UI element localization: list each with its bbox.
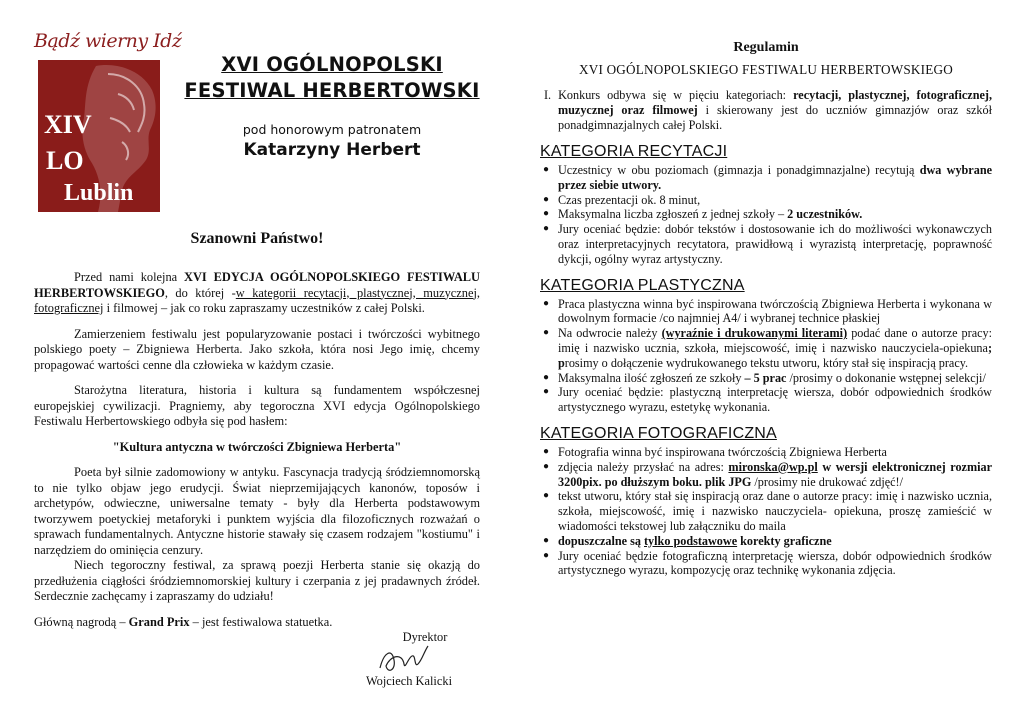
category-photo-list — [540, 445, 992, 578]
list-item: ● Maksymalna ilość zgłoszeń ze szkoły – 5 prac /prosimy o dokonanie wstępnej selekcji/ — [543, 370, 986, 385]
logo-lo: LO — [46, 146, 84, 175]
letter-paragraph: Niech tegoroczny festiwal, za sprawą poezji Herberta stanie się okazją do przedłużenia ciągłości śródziemnomorskiej kultury i czerpania z jej pradawnych źródeł. Serdecznie zachęcamy i zapraszamy do udziału! — [34, 558, 480, 603]
logo-motto: Bądź wierny Idź — [34, 30, 182, 52]
signature-icon — [374, 642, 434, 678]
festival-motto: "Kultura antyczna w twórczości Zbigniewa Herberta" — [112, 439, 402, 454]
list-item: ● Jury oceniać będzie: dobór tekstów i dostosowanie ich do możliwości wykonawczych oraz interpretacyjnych recytatora, prawidłową i wyrazistą interpretację, poprawność dykcji, ogólny wyraz artystyczny. — [543, 222, 992, 266]
list-item: ● Czas prezentacji ok. 8 minut, — [543, 192, 701, 207]
festival-title-line2: FESTIWAL HERBERTOWSKI — [184, 79, 480, 102]
festival-title — [174, 52, 490, 104]
list-item: ● dopuszczalne są tylko podstawowe korekty graficzne — [543, 533, 832, 548]
bullet-icon: ● — [543, 297, 550, 309]
bullet-icon: ● — [543, 208, 550, 220]
bullet-icon: ● — [543, 193, 550, 205]
bullet-icon: ● — [543, 386, 550, 398]
list-item: ● Na odwrocie należy (wyraźnie i drukowanymi literami) podać dane o autorze pracy: imię i nazwisko ucznia, szkoła, miejscowość, imię i nazwisko nauczyciela-opiekuna; prosimy o dołączenie wydrukowanego tekstu utworu, który stał się inspiracją pracy. — [543, 326, 993, 370]
festival-title-line1: XVI OGÓLNOPOLSKI — [221, 53, 443, 76]
category-photo-heading: KATEGORIA FOTOGRAFICZNA — [540, 424, 777, 442]
bullet-icon: ● — [543, 371, 550, 383]
letter-body — [34, 270, 480, 640]
bullet-icon: ● — [543, 223, 550, 235]
list-item: ● Fotografia winna być inspirowana twórczością Zbigniewa Herberta — [543, 444, 887, 459]
category-art-heading: KATEGORIA PLASTYCZNA — [540, 276, 745, 294]
letter-paragraph: Starożytna literatura, historia i kultura są fundamentem współczesnej europejskiej cywilizacji. Pragniemy, aby tegoroczna XVI edycja Ogólnopolskiego Festiwalu Herbertowskiego odbyła się pod hasłem: — [34, 383, 480, 428]
list-item: ● Maksymalna liczba zgłoszeń z jednej szkoły – 2 uczestników. — [543, 207, 863, 222]
letter-paragraph: Poeta był silnie zadomowiony w antyku. Fascynacja tradycją śródziemnomorską to nie tylko objaw jego erudycji. Świat nieprzemijających kanonów, toposów i archetypów, odwieczne, uniwersalne tematy - były dla Herberta podstawowym tworzywem poetyckiej metaforyki i punktem wyjścia dla filozoficznych rozważań o sprawach fundamentalnych. Antyczne historie stawały się czasem rodzajem "kostiumu" i narzędziem do ominięcia cenzury. — [34, 465, 480, 557]
director-name: Wojciech Kalicki — [365, 674, 453, 688]
list-item: ● Praca plastyczna winna być inspirowana twórczością Zbigniewa Herberta i wykonana w dowolnym formacie /co najmniej A4/ i wybranej technice płaskiej — [543, 296, 992, 326]
regulation-subtitle: XVI OGÓLNOPOLSKIEGO FESTIWALU HERBERTOWSKIEGO — [579, 62, 953, 77]
logo-xiv: XIV — [44, 110, 92, 139]
prize-line: Główną nagrodą – Grand Prix – jest festiwalowa statuetka. — [34, 614, 333, 629]
logo-city: Lublin — [64, 180, 134, 206]
regulation-intro: I. Konkurs odbywa się w pięciu kategoriach: recytacji, plastycznej, fotograficznej, muzycznej oraz filmowej i skierowany jest do uczniów gimnazjów oraz szkół ponadgimnazjalnych całej Polski. — [544, 88, 992, 132]
category-recitation-heading: KATEGORIA RECYTACJI — [540, 143, 728, 160]
category-recitation-list — [540, 163, 992, 267]
patron-label: pod honorowym patronatem — [242, 122, 422, 137]
bullet-icon: ● — [543, 549, 550, 561]
letter-paragraph: Przed nami kolejna XVI EDYCJA OGÓLNOPOLSKIEGO FESTIWALU HERBERTOWSKIEGO, do której -w kategorii recytacji, plastycznej, muzycznej, fotograficznej i filmowej – jak co roku zapraszamy uczestników z całej Polski. — [34, 270, 481, 315]
school-logo — [34, 30, 182, 212]
bullet-icon: ● — [543, 534, 550, 546]
bullet-icon: ● — [543, 327, 550, 339]
category-art-list — [540, 297, 992, 415]
bullet-icon: ● — [543, 445, 550, 457]
list-item: ● tekst utworu, który stał się inspiracją oraz dane o autorze pracy: imię i nazwisko ucznia, szkoła, miejscowość, imię i nazwisko nauczyciela- opiekuna, proszę zamieścić w wiadomości tekstowej lub załączniku do maila — [543, 489, 992, 533]
greeting: Szanowni Państwo! — [190, 230, 324, 247]
list-item: ● Uczestnicy w obu poziomach (gimnazja i ponadgimnazjalne) recytują dwa wybrane przez siebie utwory. — [543, 163, 993, 192]
right-column — [540, 40, 992, 588]
letter-paragraph: Zamierzeniem festiwalu jest popularyzowanie postaci i twórczości wybitnego polskiego poety – Zbigniewa Herberta. Jako szkoła, która nosi Jego imię, chcemy propagować wartości cenne dla człowieka w każdym czasie. — [34, 326, 480, 372]
list-item: ● Jury oceniać będzie fotograficzną interpretację wiersza, dobór odpowiednich środków artystycznego wyrazu, kompozycję oraz technikę wykonania zdjęcia. — [543, 548, 992, 578]
list-item: ● zdjęcia należy przysłać na adres: mironska@wp.pl w wersji elektronicznej rozmiar 3200pix. po dłuższym boku. plik JPG /prosimy nie drukować zdjęć!/ — [543, 459, 992, 489]
bullet-icon: ● — [543, 490, 550, 502]
bullet-icon: ● — [543, 460, 550, 472]
bullet-icon: ● — [543, 164, 550, 175]
logo-emblem — [38, 60, 160, 212]
director-label: Dyrektor — [402, 630, 448, 644]
patron-name: Katarzyny Herbert — [243, 140, 421, 160]
regulation-title: Regulamin — [733, 40, 799, 55]
email-link[interactable]: mironska@wp.pl — [728, 459, 818, 474]
list-item: ● Jury oceniać będzie: plastyczną interpretację wiersza, dobór odpowiednich środków artystycznego wyrazu, estetykę wykonania. — [543, 385, 992, 415]
